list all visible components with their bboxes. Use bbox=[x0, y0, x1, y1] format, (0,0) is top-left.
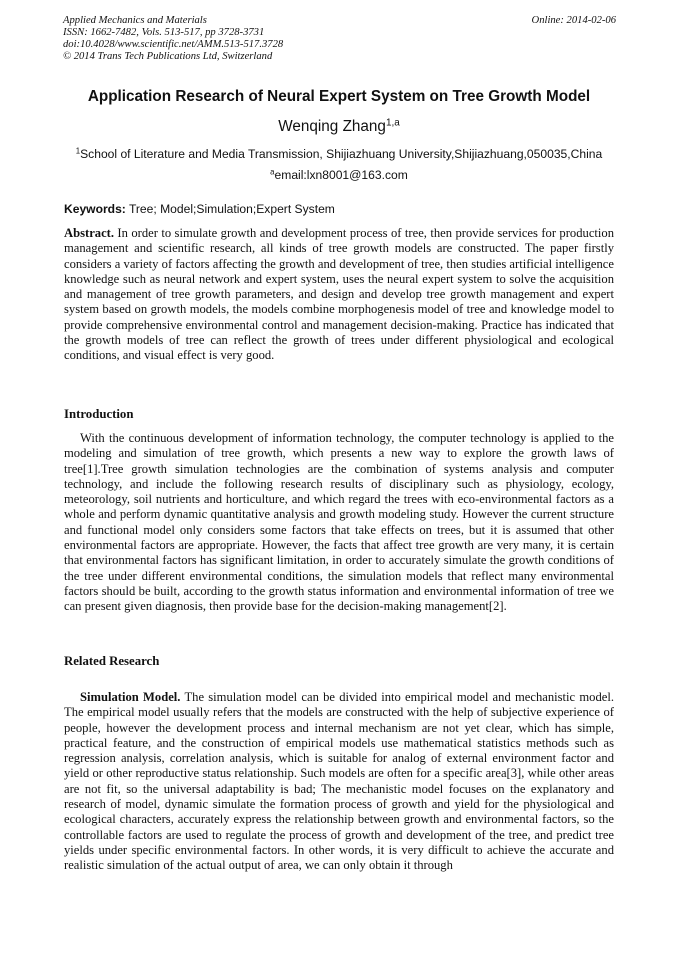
author-superscript: 1,a bbox=[385, 117, 400, 129]
abstract-label: Abstract. bbox=[64, 226, 115, 240]
keywords-label: Keywords: bbox=[64, 202, 126, 216]
related-research-heading: Related Research bbox=[64, 654, 160, 668]
keywords-text: Tree; Model;Simulation;Expert System bbox=[125, 202, 335, 216]
journal-header bbox=[63, 15, 616, 63]
simulation-model-paragraph bbox=[64, 690, 614, 874]
simulation-model-lead: Simulation Model. bbox=[80, 690, 181, 704]
author-line bbox=[40, 118, 638, 136]
affiliation-superscript: 1 bbox=[75, 146, 81, 156]
issn-line: ISSN: 1662-7482, Vols. 513-517, pp 3728-3731 bbox=[63, 27, 265, 38]
keywords-line bbox=[64, 202, 616, 216]
simulation-model-text: The simulation model can be divided into empirical model and mechanistic model. The empirical model usually refers that the models are constructed with the help of subjective experience of people, however the development process and internal mechanism are not yet clear, which has simple, practical feature, and the construction of empirical models use mathematical statistics methods such as regression analysis, correlation analysis, which is suitable for analog of external environment factor and yield or other reproductive status relationship. Such models are often for a specific area[3], while other areas are not fit, so the universal adaptability is bad; The mechanistic model focuses on the explanatory and research of model, dynamic simulate the formation process of growth and yield for the physiological and ecological characters, accurately express the relationship between growth and environmental factors, so the controllable factors are used to regulate the process of growth and development of the tree, and predict tree yields under specific environmental factors. In other words, it is very difficult to achieve the accurate and realistic simulation of the actual output of area, we can only obtain it through bbox=[64, 690, 614, 873]
journal-name: Applied Mechanics and Materials bbox=[63, 15, 207, 26]
online-date: Online: 2014-02-06 bbox=[531, 15, 616, 26]
introduction-paragraph: With the continuous development of information technology, the computer technology is applied to the modeling and simulation of tree growth, which presents a new way to explore the growth laws of tree[1].Tree growth simulation technologies are the combination of systems analysis and computer technology, and include the following research results of disciplinary such as physiology, ecology, meteorology, soil nutrients and horticulture, and which regard the trees with eco-environmental factors as a whole and perform dynamic quantitative analysis and growth modeling study. However the current structure and functional model only considers some factors that take effects on trees, but it is assumed that other environmental factors are appropriate. However, the facts that affect tree growth are very many, it is certain that environmental factors has significant limitation, in order to accurately simulate the growth conditions of the tree under different environmental conditions, the simulation models that reflect many environmental factors should be built, according to the growth status information and environmental information of tree we can present given diagnosis, then provide base for the decision-making management[2]. bbox=[64, 431, 614, 614]
affiliation-line bbox=[40, 147, 638, 161]
email-superscript: a bbox=[270, 167, 275, 177]
email-line bbox=[40, 168, 638, 182]
abstract-text: In order to simulate growth and development process of tree, then provide services for production management and scientific research, all kinds of tree growth models are constructed. The paper firstly considers a variety of factors affecting the growth and development of tree, then studies artificial intelligence knowledge such as neural network and expert system, uses the neural expert system to solve the acquisition and management of tree growth parameters, and design and develop tree growth management and expert system based on growth models, the models combine morphogenesis model of tree and knowledge model to provide comprehensive environmental control and management decision-making. Practice has indicated that the growth models of tree can reflect the growth of trees under different physiological and ecological conditions, and visual effect is very good. bbox=[64, 226, 614, 363]
paper-title: Application Research of Neural Expert System on Tree Growth Model bbox=[87, 88, 591, 105]
author-name: Wenqing Zhang bbox=[278, 118, 386, 135]
abstract-paragraph bbox=[64, 226, 614, 364]
doi-line: doi:10.4028/www.scientific.net/AMM.513-517.3728 bbox=[63, 39, 284, 50]
affiliation-text: School of Literature and Media Transmission, Shijiazhuang University,Shijiazhuang,050035,China bbox=[80, 147, 603, 161]
email-text: email:lxn8001@163.com bbox=[274, 168, 408, 182]
copyright-line: © 2014 Trans Tech Publications Ltd, Switzerland bbox=[63, 51, 273, 62]
introduction-heading: Introduction bbox=[64, 407, 134, 421]
